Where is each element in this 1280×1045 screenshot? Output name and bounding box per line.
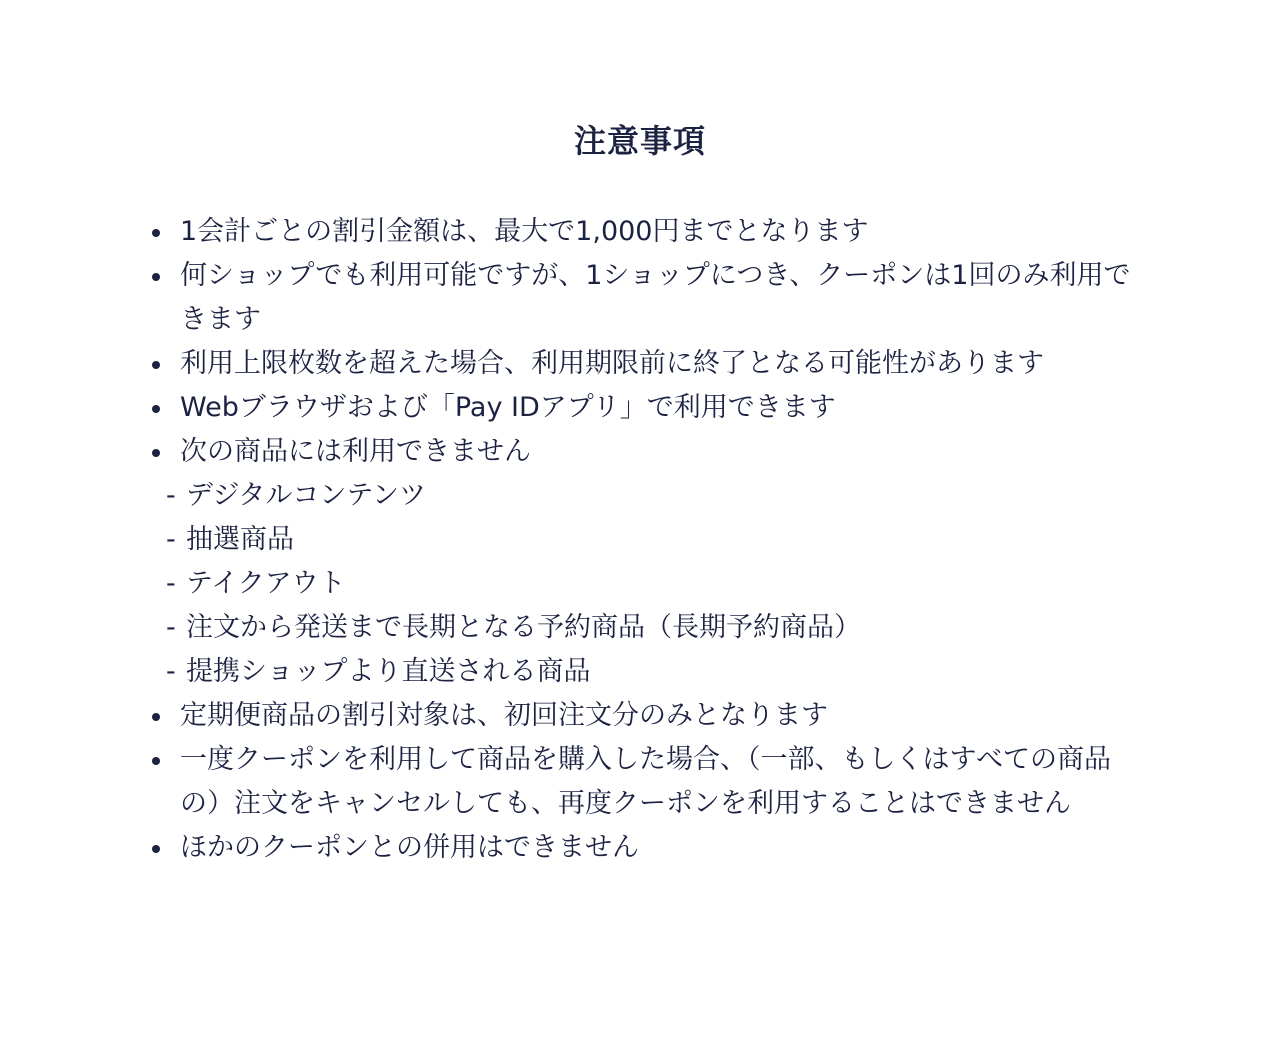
list-item — [150, 826, 1150, 870]
sub-list-item — [150, 518, 1150, 562]
list-item-text: ほかのクーポンとの併用はできません — [180, 832, 639, 863]
sub-list-item — [150, 474, 1150, 518]
dash-marker: - — [166, 612, 176, 643]
list-item-text: Webブラウザおよび「Pay IDアプリ」で利用できます — [180, 392, 836, 423]
sub-list-item-text: テイクアウト — [186, 568, 346, 599]
list-item-text: 定期便商品の割引対象は、初回注文分のみとなります — [180, 700, 828, 731]
notes-list — [150, 210, 1150, 870]
dash-marker: - — [166, 656, 176, 687]
list-item — [150, 386, 1150, 430]
dash-marker: - — [166, 524, 176, 555]
sub-list-item-text: デジタルコンテンツ — [186, 480, 427, 511]
sub-list-item — [150, 606, 1150, 650]
list-item — [150, 430, 1150, 474]
dash-marker: - — [166, 480, 176, 511]
list-item — [150, 210, 1150, 254]
sub-list-item-text: 注文から発送まで長期となる予約商品（長期予約商品） — [186, 612, 861, 643]
page-title: 注意事項 — [573, 122, 706, 160]
list-item-text: 一度クーポンを利用して商品を購入した場合、（一部、もしくはすべての商品の）注文をキャンセルしても、再度クーポンを利用することはできません — [180, 744, 1111, 819]
list-item-text: 利用上限枚数を超えた場合、利用期限前に終了となる可能性があります — [180, 348, 1044, 379]
dash-marker: - — [166, 568, 176, 599]
list-item — [150, 738, 1150, 826]
sub-list-item-text: 提携ショップより直送される商品 — [186, 656, 591, 687]
list-item — [150, 694, 1150, 738]
sub-list-item — [150, 650, 1150, 694]
sub-list-item — [150, 562, 1150, 606]
list-item — [150, 342, 1150, 386]
list-item-text: 1会計ごとの割引金額は、最大で1,000円までとなります — [180, 216, 869, 247]
list-item-text: 何ショップでも利用可能ですが、1ショップにつき、クーポンは1回のみ利用できます — [180, 260, 1131, 335]
list-item — [150, 254, 1150, 342]
sub-list-item-text: 抽選商品 — [186, 524, 294, 555]
list-item-text: 次の商品には利用できません — [180, 436, 531, 467]
